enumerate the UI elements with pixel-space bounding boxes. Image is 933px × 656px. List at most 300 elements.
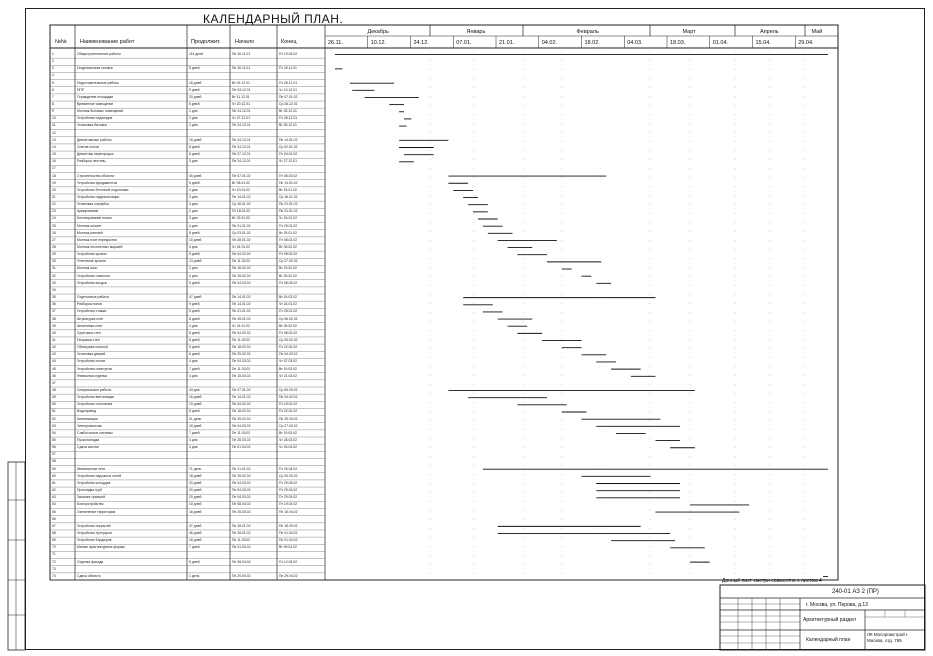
task-duration: 5 дней <box>189 66 200 71</box>
task-name: Устройство покрытий <box>77 523 111 528</box>
row-number: 17 <box>52 166 56 171</box>
row-number: 59 <box>52 466 56 471</box>
task-name: Общестроительные работы <box>77 52 121 56</box>
row-number: 20 <box>52 187 56 192</box>
task-duration: 5 дней <box>189 180 200 185</box>
task-start: Пн 24.12.01 <box>232 159 251 164</box>
task-duration: 47 дней <box>189 295 202 300</box>
task-duration: 3 дня <box>189 159 198 164</box>
date-label: 29.04. <box>798 40 814 46</box>
task-start: Вт 22.01.02 <box>232 216 250 221</box>
date-label: 24.12. <box>413 40 429 46</box>
task-end: Чт 04.04.02 <box>279 445 297 450</box>
task-duration: 5 дней <box>189 330 200 335</box>
task-name: Озеленение территории <box>77 509 116 514</box>
row-number: 71 <box>52 552 56 557</box>
row-number: 57 <box>52 452 56 457</box>
task-end: Пн 07.01.02 <box>279 94 298 99</box>
row-number: 32 <box>52 273 56 278</box>
row-number: 44 <box>52 359 56 364</box>
task-duration: 8 дней <box>189 144 200 149</box>
task-name: Шпатлевка стен <box>77 323 103 328</box>
col-header-end: Конец <box>281 39 297 45</box>
row-number: 24 <box>52 216 56 221</box>
task-end: Пт 08.02.02 <box>279 330 298 335</box>
task-name: Устройство бетонной подготовки <box>77 187 129 192</box>
task-name: Устройство плинтусов <box>77 366 112 371</box>
task-duration: 7 дней <box>189 430 200 435</box>
task-start: Пн 14.01.02 <box>232 194 251 199</box>
task-duration: 71 день <box>189 466 202 471</box>
stamp-section: Архитектурный раздел <box>803 617 856 623</box>
task-name: Покраска стен <box>77 337 100 342</box>
task-end: Пт 19.04.02 <box>279 502 298 507</box>
row-number: 18 <box>52 173 56 178</box>
task-duration: 3 дня <box>189 194 198 199</box>
task-end: Пн 29.04.02 <box>279 573 298 578</box>
month-label: Февраль <box>576 29 599 35</box>
task-name: Инженерные сети <box>77 466 106 471</box>
task-duration: 10 дней <box>189 237 202 242</box>
task-end: Пн 21.01.02 <box>279 209 298 214</box>
task-end: Ср 27.03.02 <box>279 423 298 428</box>
task-start: Пн 25.02.02 <box>232 416 251 421</box>
task-duration: 15 дней <box>189 137 202 142</box>
task-start: Пн 27.12.01 <box>232 152 251 157</box>
task-start: Пн 04.02.02 <box>232 330 251 335</box>
row-number: 74 <box>52 573 56 578</box>
task-duration: 9 дней <box>189 87 200 92</box>
task-start: Пт 18.01.02 <box>232 209 251 214</box>
task-start: Пн 11.03.02 <box>232 538 251 543</box>
task-name: Устройство колодцев <box>77 480 111 485</box>
row-number: 14 <box>52 144 56 149</box>
task-name: Подготовительные работы <box>77 80 119 85</box>
task-duration: 16 дней <box>189 538 202 543</box>
task-duration: 5 дней <box>189 252 200 257</box>
task-end: Вт 05.02.02 <box>279 323 297 328</box>
task-start: Пн 01.04.02 <box>232 545 251 550</box>
row-number: 33 <box>52 280 56 285</box>
task-duration: 2 дня <box>189 123 198 128</box>
task-name: Устройство подъездов <box>77 116 113 121</box>
task-start: Чт 10.01.02 <box>232 187 250 192</box>
row-number: 42 <box>52 345 56 350</box>
date-label: 26.11. <box>328 40 343 46</box>
task-name: Устройство полов <box>77 359 106 364</box>
task-name: Грунтовка стен <box>77 330 101 335</box>
task-end: Пт 29.03.02 <box>279 480 298 485</box>
task-end: Вт 19.03.02 <box>279 295 297 300</box>
task-end: Чт 13.12.01 <box>279 87 297 92</box>
task-end: Ср 27.02.02 <box>279 259 298 264</box>
row-number: 43 <box>52 352 56 357</box>
date-label: 04.02. <box>541 40 558 46</box>
row-number: 48 <box>52 387 56 392</box>
task-duration: 4 дня <box>189 445 198 450</box>
task-duration: 5 дней <box>189 559 200 564</box>
task-duration: 5 дней <box>189 309 200 314</box>
row-number: 11 <box>52 123 56 128</box>
row-number: 45 <box>52 366 56 371</box>
task-end: Пн 25.03.02 <box>279 416 298 421</box>
task-name: Устройство гидроизоляции <box>77 194 120 199</box>
task-duration: 8 дней <box>189 337 200 342</box>
task-start: Пн 11.03.02 <box>232 366 251 371</box>
task-end: Ср 20.02.02 <box>279 337 298 342</box>
row-number: 63 <box>52 495 56 500</box>
task-start: Пн 24.12.01 <box>232 144 251 149</box>
date-label: 01.04. <box>712 40 729 46</box>
row-number: 28 <box>52 245 56 249</box>
task-end: Вт 25.12.01 <box>279 123 297 128</box>
task-name: Монтаж лестничных маршей <box>77 245 123 249</box>
task-name: Пусконаладка <box>77 438 100 443</box>
row-number: 39 <box>52 323 56 328</box>
stamp-address: г. Москва, ул. Перова, д.13 <box>806 602 868 608</box>
task-end: Пн 04.02.02 <box>279 395 298 400</box>
task-name: Устройство отопления <box>77 402 113 407</box>
task-duration: 20 дней <box>189 480 202 485</box>
sheet-note: Данный лист смотри совместно с листом 4 <box>722 578 822 584</box>
task-duration: 2 дня <box>189 273 198 278</box>
task-end: Чт 27.12.01 <box>279 159 297 164</box>
task-start: Пн 21.01.02 <box>232 309 251 314</box>
task-start: Чт 27.12.01 <box>232 116 250 121</box>
task-start: Пн 14.01.02 <box>232 395 251 400</box>
task-name: Сдача систем <box>77 445 99 450</box>
task-end: Чт 24.01.02 <box>279 216 297 221</box>
task-duration: 18 дней <box>189 423 202 428</box>
task-end: Пт 28.12.01 <box>279 116 298 121</box>
row-number: 70 <box>52 545 56 550</box>
task-end: Вт 25.12.01 <box>279 109 297 114</box>
row-number: 34 <box>52 287 56 292</box>
task-end: Пт 22.02.02 <box>279 345 298 350</box>
month-label: Апрель <box>760 29 779 35</box>
task-end: Вт 19.03.02 <box>279 430 297 435</box>
row-number: 4 <box>52 73 54 78</box>
row-number: 68 <box>52 530 56 535</box>
task-duration: 4 дня <box>189 187 198 192</box>
task-duration: 16 дней <box>189 509 202 514</box>
task-duration: 5 дней <box>189 230 200 235</box>
task-start: Пн 28.01.02 <box>232 316 251 321</box>
task-start: Ср 23.01.02 <box>232 230 251 235</box>
task-end: Пт 29.03.02 <box>279 495 298 500</box>
task-start: Пн 25.03.02 <box>232 509 251 514</box>
row-number: 7 <box>52 94 54 99</box>
task-end: Чт 07.03.02 <box>279 359 297 364</box>
task-duration: 18 дней <box>189 80 202 85</box>
task-name: Ограждение площадки <box>77 94 114 99</box>
task-end: Чт 28.03.02 <box>279 438 297 443</box>
row-number: 69 <box>52 538 56 543</box>
task-duration: 2 дня <box>189 109 198 114</box>
task-start: Пн 14.01.02 <box>232 295 251 300</box>
row-number: 72 <box>52 559 56 564</box>
task-name: Демонтажные работы <box>77 137 112 142</box>
col-header-num: №№ <box>55 39 67 45</box>
row-number: 55 <box>52 438 56 443</box>
task-end: Пт 08.02.02 <box>279 252 298 257</box>
task-end: Пн 18.03.02 <box>279 523 298 528</box>
task-duration: 7 дней <box>189 366 200 371</box>
month-label: Декабрь <box>367 29 389 35</box>
task-start: Вт 08.01.02 <box>232 180 250 185</box>
task-start: Пн 21.01.02 <box>232 466 251 471</box>
row-number: 46 <box>52 373 56 378</box>
task-end: Пн 04.03.02 <box>279 352 298 357</box>
task-duration: 20 дней <box>189 94 202 99</box>
month-label: Январь <box>466 29 486 35</box>
stamp-code: 240-01 АЗ 2 (ПР) <box>832 589 879 595</box>
task-end: Пн 14.01.02 <box>279 137 298 142</box>
row-number: 23 <box>52 209 56 214</box>
task-start: Пн 26.11.01 <box>232 66 251 71</box>
task-end: Пт 12.04.02 <box>279 559 298 564</box>
task-end: Пт 25.01.02 <box>279 223 298 228</box>
task-name: Специальные работы <box>77 387 112 392</box>
task-end: Пт 26.04.02 <box>279 466 298 471</box>
row-number: 8 <box>52 102 54 107</box>
row-number: 16 <box>52 159 56 164</box>
task-duration: 2 дня <box>189 116 198 121</box>
row-number: 2 <box>52 59 54 64</box>
task-end: Пт 19.04.02 <box>279 52 298 56</box>
task-start: Пн 18.02.02 <box>232 266 251 271</box>
task-start: Чт 31.01.02 <box>232 245 250 249</box>
task-end: Пт 28.12.01 <box>279 80 298 85</box>
task-start: Пн 18.03.02 <box>232 373 251 378</box>
task-name: Строительство объекта <box>77 173 115 178</box>
row-number: 13 <box>52 137 56 142</box>
task-end: Ср 20.03.02 <box>279 473 298 478</box>
row-number: 53 <box>52 423 56 428</box>
row-number: 65 <box>52 509 56 514</box>
row-number: 15 <box>52 152 56 157</box>
date-label: 21.01. <box>499 40 515 46</box>
task-end: Чт 21.03.02 <box>279 373 297 378</box>
task-end: Пт 29.03.02 <box>279 488 298 493</box>
row-number: 29 <box>52 252 56 257</box>
task-duration: 8 дней <box>189 152 200 157</box>
row-number: 73 <box>52 566 56 571</box>
task-end: Пт 15.02.02 <box>279 402 298 407</box>
row-number: 64 <box>52 502 56 507</box>
task-duration: 10 дней <box>189 502 202 507</box>
task-end: Пн 01.04.02 <box>279 538 298 543</box>
task-name: Разборка лестниц <box>77 159 106 164</box>
row-number: 9 <box>52 109 54 114</box>
task-start: Пн 07.01.02 <box>232 387 251 392</box>
task-duration: 114 дней <box>189 52 203 56</box>
task-duration: 46 дней <box>189 530 202 535</box>
task-start: Пн 11.02.02 <box>232 259 251 264</box>
task-duration: 20 дней <box>189 495 202 500</box>
task-name: Малые архитектурные формы <box>77 545 125 550</box>
task-end: Ср 06.03.02 <box>279 387 298 392</box>
task-end: Ср 06.02.02 <box>279 316 298 321</box>
task-name: Слаботочные системы <box>77 430 113 435</box>
row-number: 30 <box>52 259 56 264</box>
task-name: Устройство входов <box>77 280 107 285</box>
col-header-duration: Продолжит. <box>191 39 221 45</box>
task-name: Устройство отмостки <box>77 273 110 278</box>
task-name: Канализация <box>77 416 98 421</box>
task-start: Пн 14.01.02 <box>232 302 251 307</box>
task-name: Снятие полов <box>77 144 99 149</box>
task-start: Пн 04.03.02 <box>232 423 251 428</box>
task-duration: 8 дней <box>189 316 200 321</box>
task-duration: 4 дня <box>189 359 198 364</box>
task-duration: 3 дня <box>189 216 198 221</box>
row-number: 21 <box>52 194 56 199</box>
task-duration: 4 дня <box>189 373 198 378</box>
row-number: 47 <box>52 380 56 385</box>
row-number: 31 <box>52 266 56 271</box>
date-label: 07.01. <box>456 40 472 46</box>
task-start: Пн 18.02.02 <box>232 409 251 414</box>
row-number: 50 <box>52 402 56 407</box>
task-duration: 4 дня <box>189 245 198 249</box>
task-duration: 4 дня <box>189 223 198 228</box>
task-duration: 5 дней <box>189 280 200 285</box>
row-number: 27 <box>52 237 56 242</box>
task-start: Пн 25.02.02 <box>232 352 251 357</box>
task-end: Вт 26.02.02 <box>279 273 297 278</box>
task-duration: 43 дня <box>189 387 200 392</box>
task-start: Пн 07.01.02 <box>232 173 251 178</box>
date-label: 10.12. <box>370 40 387 46</box>
task-duration: 4 дня <box>189 202 198 207</box>
task-duration: 7 дней <box>189 545 200 550</box>
row-number: 35 <box>52 295 56 300</box>
task-name: Демонтаж перегородок <box>77 152 114 157</box>
row-number: 54 <box>52 430 56 435</box>
task-end: Чт 24.01.02 <box>279 302 297 307</box>
task-name: Устройство наружных сетей <box>77 473 121 478</box>
task-start: Пн 03.12.01 <box>232 87 251 92</box>
date-label: 18.03. <box>670 40 686 46</box>
task-start: Пн 04.02.02 <box>232 252 251 257</box>
task-name: Устройство бордюров <box>77 538 112 543</box>
task-start: Пн 18.02.02 <box>232 345 251 350</box>
task-start: Пн 21.01.02 <box>232 223 251 228</box>
date-label: 04.03. <box>627 40 643 46</box>
task-name: Монтаж окон <box>77 266 98 271</box>
task-start: Пн 25.03.02 <box>232 438 251 443</box>
task-duration: 10 дней <box>189 402 202 407</box>
task-end: Пт 08.03.02 <box>279 280 298 285</box>
row-number: 62 <box>52 488 56 493</box>
task-start: Пн 04.03.02 <box>232 280 251 285</box>
task-name: ППР <box>77 87 85 92</box>
row-number: 60 <box>52 473 56 478</box>
task-end: Пн 21.01.02 <box>279 202 298 207</box>
task-start: Пн 04.03.02 <box>232 359 251 364</box>
task-start: Пн 04.03.02 <box>232 495 251 500</box>
row-number: 56 <box>52 445 56 450</box>
task-name: Отделка фасада <box>77 559 104 564</box>
task-name: Штукатурка стен <box>77 316 104 321</box>
row-number: 10 <box>52 116 56 121</box>
task-start: Пн 26.11.01 <box>232 52 251 56</box>
row-number: 3 <box>52 66 54 71</box>
task-name: Электромонтаж <box>77 423 102 428</box>
task-start: Пн 04.02.02 <box>232 402 251 407</box>
row-number: 25 <box>52 223 56 228</box>
task-duration: 5 дней <box>189 102 200 107</box>
row-number: 6 <box>52 87 54 92</box>
task-name: Монтаж бытовых помещений <box>77 109 124 114</box>
task-name: Временное освещение <box>77 102 114 107</box>
task-duration: 2 дня <box>189 266 198 271</box>
task-start: Вт 11.12.01 <box>232 94 250 99</box>
task-duration: 9 дней <box>189 302 200 307</box>
task-name: Сдача объекта <box>77 573 101 578</box>
task-name: Засыпка траншей <box>77 495 105 500</box>
task-start: Пн 08.04.02 <box>232 502 251 507</box>
task-name: Утепление кровли <box>77 259 106 264</box>
task-start: Чт 31.01.02 <box>232 323 250 328</box>
row-number: 40 <box>52 330 56 335</box>
task-duration: 37 дней <box>189 523 202 528</box>
task-end: Вт 15.01.02 <box>279 187 297 192</box>
task-name: Бетонирование плиты <box>77 216 112 221</box>
task-duration: 18 дней <box>189 473 202 478</box>
month-label: Май <box>811 29 823 35</box>
date-label: 15.04. <box>755 40 771 46</box>
task-start: Пн 24.12.01 <box>232 123 251 128</box>
task-duration: 5 дней <box>189 345 200 350</box>
task-name: Устройство кровли <box>77 252 107 257</box>
row-number: 26 <box>52 230 56 235</box>
task-name: Разборка полов <box>77 302 102 307</box>
task-end: Пт 22.02.02 <box>279 409 298 414</box>
page-title: КАЛЕНДАРНЫЙ ПЛАН. <box>203 12 344 26</box>
task-name: Геодезическая съемка <box>77 66 113 71</box>
task-duration: 1 день <box>189 573 200 578</box>
row-number: 1 <box>52 52 54 56</box>
task-start: Пн 25.02.02 <box>232 473 251 478</box>
task-start: Пн 04.03.02 <box>232 488 251 493</box>
task-start: Пн 11.02.02 <box>232 337 251 342</box>
task-duration: 16 дней <box>189 395 202 400</box>
task-end: Пт 30.11.01 <box>279 66 297 71</box>
task-name: Монтаж колонн <box>77 223 102 228</box>
task-duration: 20 дней <box>189 488 202 493</box>
row-number: 52 <box>52 416 56 421</box>
stamp-sheet-name: Календарный план <box>806 637 851 643</box>
task-name: Облицовка плиткой <box>77 345 108 350</box>
date-label: 18.02. <box>584 40 600 46</box>
task-start: Чт 20.12.01 <box>232 102 250 107</box>
row-number: 38 <box>52 316 56 321</box>
task-end: Пт 08.03.02 <box>279 173 298 178</box>
stamp-org: ЛК Моспромстрой г. Москва, отд. 765 <box>867 632 909 643</box>
task-name: Установка опалубки <box>77 202 109 207</box>
task-duration: 4 дня <box>189 438 198 443</box>
row-number: 5 <box>52 80 54 85</box>
task-duration: 13 дней <box>189 259 202 264</box>
task-name: Устройство стяжки <box>77 309 107 314</box>
task-end: Ср 16.01.02 <box>279 194 298 199</box>
row-number: 49 <box>52 395 56 400</box>
task-end: Вт 29.01.02 <box>279 230 297 235</box>
task-end: Пн 01.04.02 <box>279 530 298 535</box>
row-number: 37 <box>52 309 56 314</box>
